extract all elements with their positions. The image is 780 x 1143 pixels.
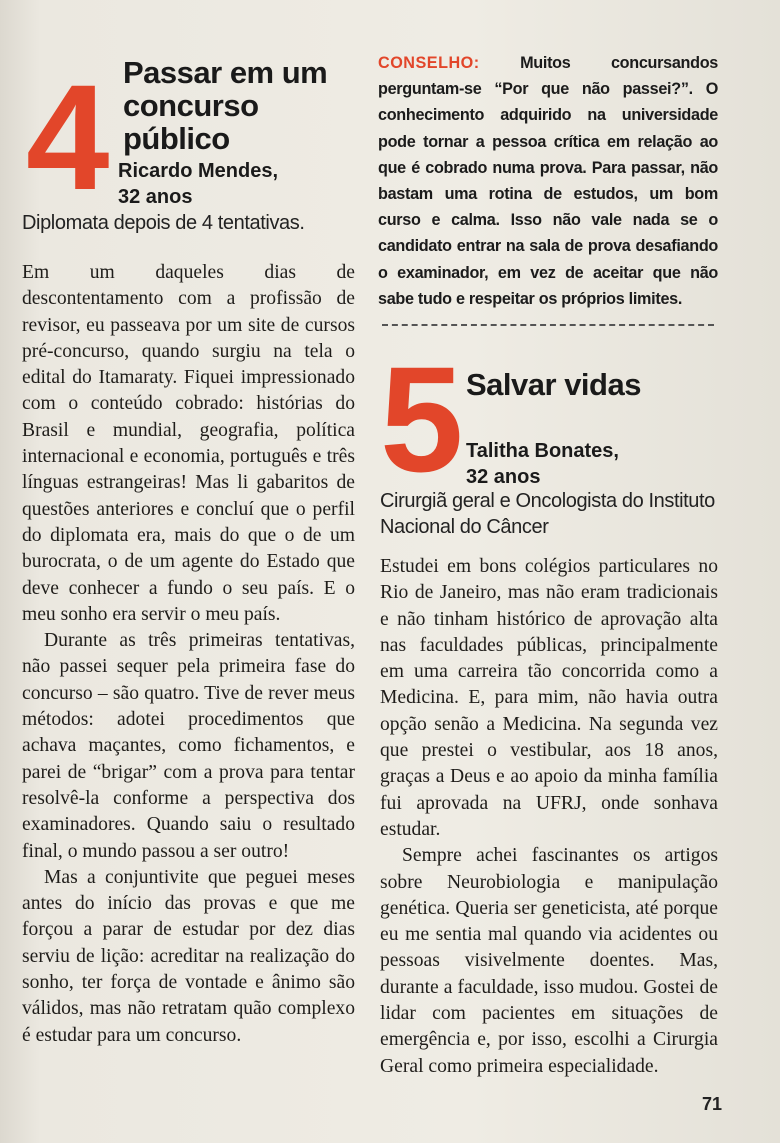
author-name: Talitha Bonates, (466, 440, 619, 462)
advice-text: Muitos concursandos perguntam-se “Por que não passei?”. O conhecimento adquirido na universidade pode tornar a pessoa crítica em relação ao que é cobrado numa prova. Para passar, não bastam uma rotina de estudos, um bom curso e calma. Isso não vale nada se o candidato entrar na sala de prova desafiando o examinador, em vez de aceitar que não sabe tudo e respeitar os próprios limites. (378, 54, 718, 308)
page-number: 71 (701, 1094, 722, 1114)
section-number: 5 (380, 335, 464, 503)
author-role: Cirurgiã geral e Oncologista do Instituto Nacional do Câncer (380, 490, 715, 538)
advice-label: CONSELHO: (378, 54, 480, 72)
section-title: Salvar vidas (466, 367, 641, 402)
section-title: Passar em um concurso público (123, 55, 328, 156)
author-age: 32 anos (118, 186, 193, 208)
author-role: Diplomata depois de 4 tentativas. (22, 212, 305, 234)
author (466, 438, 716, 490)
section-divider (382, 324, 714, 326)
paragraph: Em um daqueles dias de descontentamento com a profissão de revisor, eu passeava por um site de cursos pré-concurso, quando surgiu na tela o edital do Itamaraty. Fiquei impressionado com o conteúdo cobrado: histórias do Brasil e mundial, geografia, política internacional e economia, português e três línguas estrangeiras! Mas li gabaritos de questões anteriores e concluí que o perfil do diplomata era, mais do que o de um burocrata, o de um agente do Estado que deve conhecer a fundo o seu país. E o meu sonho era servir o meu país. (22, 262, 355, 625)
article-body (22, 260, 355, 1049)
article-body (380, 554, 718, 1080)
advice-box (378, 50, 718, 312)
paragraph: Sempre achei fascinantes os artigos sobre Neurobiologia e manipulação genética. Queria ser geneticista, até porque eu me sentia mal quando via acidentes ou pessoas visivelmente doentes. Mas, durante a faculdade, isso mudou. Gostei de lidar com pacientes em situações de emergência e, por isso, escolhi a Cirurgia Geral como primeira especialidade. (380, 845, 718, 1077)
paragraph: Durante as três primeiras tentativas, não passei sequer pela primeira fase do concurso – são quatro. Tive de rever meus métodos: adotei procedimentos que achava maçantes, como fichamentos, e parei de “brigar” com a prova para tentar resolvê-la conforme a perspectiva dos examinadores. Quando saiu o resultado final, o mundo passou a ser outro! (22, 630, 355, 862)
paragraph: Mas a conjuntivite que peguei meses antes do início das provas e que me forçou a parar de estudar por dez dias serviu de lição: acreditar na realização do sonho, ter força de vontade e ânimo são válidos, mas não retratam quão complexo é estudar para um concurso. (22, 866, 355, 1046)
author-age: 32 anos (466, 466, 541, 488)
section-number: 4 (26, 53, 110, 221)
author-name: Ricardo Mendes, (118, 160, 279, 182)
paragraph: Estudei em bons colégios particulares no Rio de Janeiro, mas não eram tradicionais e não tinham histórico de aprovação alta nas faculdades públicas, principalmente em uma carreira tão concorrida como a Medicina. E, para mim, não havia outra opção senão a Medicina. Na segunda vez que prestei o vestibular, aos 18 anos, graças a Deus e ao apoio da minha família fui aprovada na UFRJ, onde sonhava estudar. (380, 556, 718, 840)
author (118, 158, 348, 210)
